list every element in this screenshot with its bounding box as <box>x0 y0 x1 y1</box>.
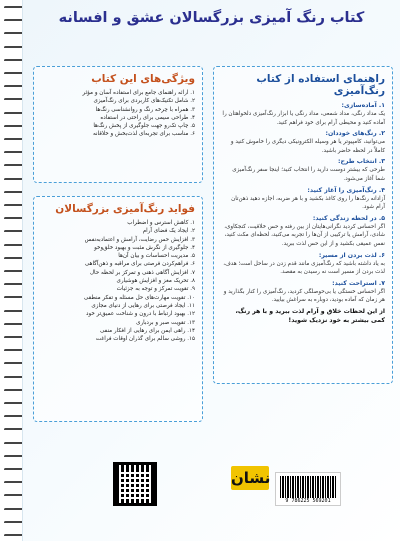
guide-sections <box>221 101 385 305</box>
book-title: کتاب رنگ آمیزی بزرگسالان عشق و افسانه <box>58 10 365 26</box>
list-item: ۲. شامل تکنیک‌های کاربردی برای رنگ‌آمیزی <box>93 98 195 105</box>
spiral-ring <box>4 46 22 49</box>
spiral-ring <box>4 362 22 365</box>
spiral-ring <box>4 508 22 511</box>
spiral-ring <box>4 230 22 233</box>
spiral-ring <box>4 151 22 154</box>
back-cover <box>22 0 400 541</box>
list-item: ۱. کاهش استرس و اضطراب <box>127 220 195 226</box>
benefits-box <box>33 196 203 422</box>
publisher-logo: نشان <box>231 466 269 490</box>
list-item: ۸. تحریک مغز و افزایش هوشیاری <box>116 278 195 285</box>
guide-heading: راهنمای استفاده از کتاب رنگ‌آمیزی <box>256 73 385 97</box>
list-item: ۶. فراهم‌کردن فرصتی برای مراقبه و ذهن‌آگاهی <box>84 261 195 268</box>
spiral-ring <box>4 455 22 458</box>
guide-section-text: طرحی که بیشتر دوست دارید را انتخاب کنید؛ اینجا سفر رنگ‌آمیزی شما آغاز می‌شود. <box>232 167 385 182</box>
guide-section-text: به یاد داشته باشید که رنگ‌آمیزی مانند قدم زدن در ساحل است؛ هدف، لذت بردن از مسیر است نه رسیدن به مقصد. <box>223 260 385 276</box>
spiral-ring <box>4 270 22 273</box>
guide-section-text: آزادانه رنگ‌ها را روی کاغذ بکشید و با هر ضربه، اجازه دهید ذهن‌تان آرام شود. <box>231 195 385 211</box>
spiral-ring <box>4 125 22 128</box>
spiral-ring <box>4 217 22 220</box>
features-box <box>33 66 203 183</box>
spiral-ring <box>4 6 22 9</box>
spiral-ring <box>4 468 22 471</box>
benefits-heading: فواید رنگ‌آمیزی بزرگسالان <box>55 203 195 215</box>
spiral-ring <box>4 428 22 431</box>
list-item: ۳. همراه با چرخه رنگ و روانشناسی رنگ‌ها <box>95 106 195 113</box>
list-item: ۵. چاپ تک‌رو جهت جلوگیری از پخش رنگ‌ها <box>93 123 195 130</box>
qr-code <box>113 462 157 506</box>
spiral-ring <box>4 112 22 115</box>
guide-box <box>213 66 393 384</box>
guide-section-heading: ۱. آماده‌سازی: <box>341 102 385 109</box>
spiral-ring <box>4 296 22 299</box>
spiral-binding <box>0 0 22 541</box>
guide-section-heading: ۴. رنگ‌آمیزی را آغاز کنید: <box>307 186 385 194</box>
spiral-ring <box>4 376 22 379</box>
list-item: ۴. جلوگیری از نگرش مثبت و بهبود خلق‌وخو <box>94 244 195 251</box>
spiral-ring <box>4 98 22 101</box>
list-item: ۱۲. بهبود ارتباط با درون و شناخت عمیق‌تر خود <box>85 311 195 318</box>
list-item: ۵. مدیریت احساسات و بیان آن‌ها <box>118 253 195 260</box>
spiral-ring <box>4 178 22 181</box>
spiral-ring <box>4 534 22 537</box>
spiral-ring <box>4 32 22 35</box>
features-list <box>41 89 195 139</box>
spiral-ring <box>4 257 22 260</box>
spiral-ring <box>4 310 22 313</box>
spiral-ring <box>4 244 22 247</box>
list-item: ۹. تقویت تمرکز و توجه به جزئیات <box>116 286 195 293</box>
list-item: ۱۵. روشی سالم برای گذران اوقات فراغت <box>95 336 195 343</box>
barcode <box>275 472 341 506</box>
guide-section-text: اگر احساس خستگی یا بی‌حوصلگی کردید، رنگ‌آمیزی را کنار بگذارید و هر زمان که آماده بودید، دوباره به سراغش بیایید. <box>223 288 385 304</box>
guide-section-heading: ۲. رنگ‌های خوددان: <box>325 130 385 138</box>
spiral-ring <box>4 442 22 445</box>
spiral-ring <box>4 204 22 207</box>
spiral-ring <box>4 402 22 405</box>
benefits-list <box>41 219 195 343</box>
list-item: ۱. ارائه راهنمای جامع برای استفاده آسان و مؤثر <box>82 90 195 96</box>
list-item: ۴. طراحی سیمی برای راحتی در استفاده <box>100 114 195 121</box>
list-item: ۱۰. تقویت مهارت‌های حل مسئله و تفکر منطقی <box>83 294 195 301</box>
guide-section-heading: ۵. در لحظه زندگی کنید: <box>312 214 385 222</box>
guide-section-heading: ۷. استراحت کنید: <box>332 279 385 287</box>
list-item: ۱۴. راهی ایمن برای رهایی از افکار منفی <box>99 327 195 334</box>
spiral-ring <box>4 19 22 22</box>
spiral-ring <box>4 138 22 141</box>
barcode-number: 9 786225 569201 <box>285 498 331 504</box>
list-item: ۱۳. تقویت صبر و بردباری <box>136 319 195 326</box>
guide-section-text: یک مداد رنگی، مداد شمعی، مداد رنگی یا ابزار رنگ‌آمیزی دلخواهتان را آماده کنید و محیطی آرام برای خود فراهم کنید. <box>222 111 385 126</box>
spiral-ring <box>4 164 22 167</box>
spiral-ring <box>4 415 22 418</box>
guide-section-heading: ۳. انتخاب طرح: <box>337 158 385 166</box>
list-item: ۷. افزایش آگاهی ذهنی و تمرکز بر لحظه حال <box>89 269 195 276</box>
list-item: ۲. ایجاد یک فضای آرام <box>142 228 195 235</box>
spiral-ring <box>4 481 22 484</box>
list-item: ۱۱. ایجاد فرصتی برای رهایی از دنیای مجازی <box>91 302 195 309</box>
spiral-ring <box>4 283 22 286</box>
guide-section-text: اگر احساس کردید نگرانی‌هایتان از بین رفته و حس خلاقیت، کنجکاوی، شادی، آرامش یا ترکیبی از آن‌ها را تجربه می‌کنید، لحظه‌ای مکث کنید، نفس عمیقی بکشید و از این حس لذت ببرید. <box>224 223 385 247</box>
spiral-ring <box>4 349 22 352</box>
guide-section-heading: ۶. لذت بردن از مسیر: <box>318 251 385 259</box>
spiral-ring <box>4 59 22 62</box>
spiral-ring <box>4 389 22 392</box>
features-heading: ویژگی‌های این کتاب <box>91 73 195 85</box>
spiral-ring <box>4 191 22 194</box>
list-item: ۶. مناسب برای تجربه‌ای لذت‌بخش و خلاقانه <box>93 131 195 138</box>
spiral-ring <box>4 336 22 339</box>
spiral-ring <box>4 323 22 326</box>
spiral-ring <box>4 521 22 524</box>
spiral-ring <box>4 85 22 88</box>
spiral-ring <box>4 494 22 497</box>
guide-section-text: می‌توانید، کامپیوتر یا هر وسیله الکترونیکی دیگری را خاموش کنید و کاملاً در لحظه حاضر باشید. <box>230 139 385 154</box>
spiral-ring <box>4 72 22 75</box>
list-item: ۳. افزایش حس رضایت، آرامش و اعتماد‌به‌نفس <box>84 236 195 243</box>
guide-closing: از این لحظات خلاق و آرام لذت ببرید و با هر رنگ، کمی بیشتر به خود نزدیک شوید! <box>235 307 385 324</box>
